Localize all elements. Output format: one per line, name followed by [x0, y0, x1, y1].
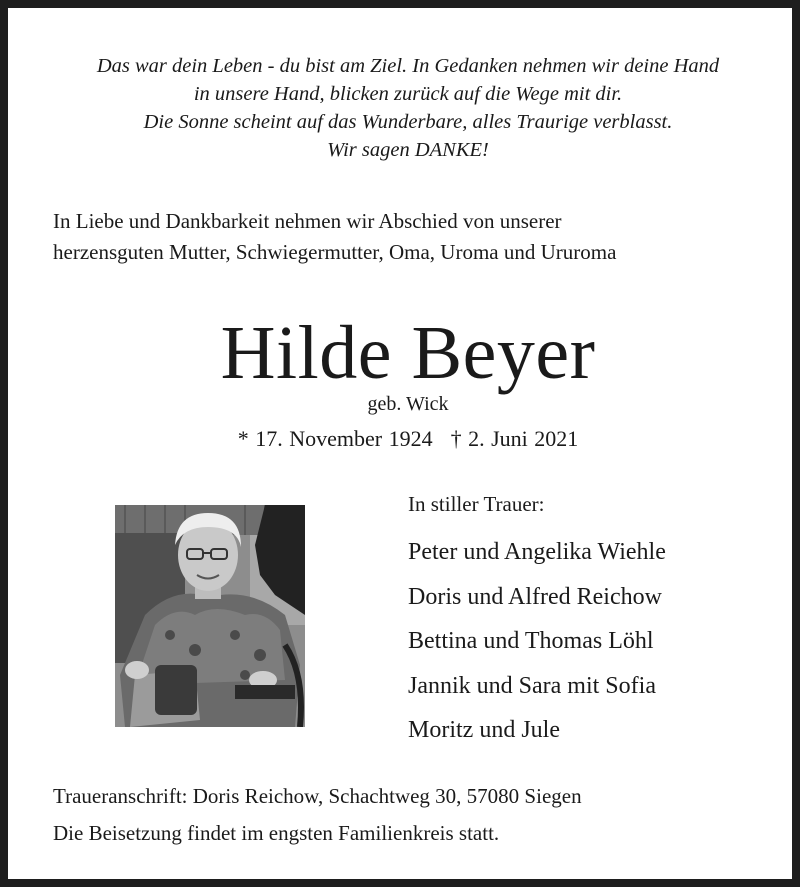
poem-line: Wir sagen DANKE!	[327, 139, 489, 161]
mourner-name: Doris und Alfred Reichow	[408, 583, 662, 610]
mourners-heading: In stiller Trauer:	[408, 492, 545, 516]
life-dates	[8, 424, 800, 454]
funeral-note: Die Beisetzung findet im engsten Familienkreis statt.	[53, 821, 500, 845]
poem-line: Die Sonne scheint auf das Wunderbare, alles Traurige verblasst.	[143, 111, 673, 133]
mourning-address: Traueranschrift: Doris Reichow, Schachtweg 30, 57080 Siegen	[53, 784, 582, 808]
mourner-name: Moritz und Jule	[408, 717, 560, 743]
mourner-name: Peter und Angelika Wiehle	[408, 539, 666, 565]
death-date: † 2. Juni 2021	[450, 426, 579, 451]
intro-line: herzensguten Mutter, Schwiegermutter, Oma, Uroma und Ururoma	[53, 240, 617, 264]
farewell-intro	[53, 206, 783, 268]
birth-date: * 17. November 1924	[237, 426, 433, 451]
mourner-name: Bettina und Thomas Löhl	[408, 628, 654, 654]
memorial-poem	[16, 52, 800, 164]
mourners-list	[408, 488, 788, 753]
poem-line: Das war dein Leben - du bist am Ziel. In Gedanken nehmen wir deine Hand	[96, 55, 720, 77]
portrait-photo	[115, 505, 305, 727]
intro-line: In Liebe und Dankbarkeit nehmen wir Abschied von unserer	[53, 209, 562, 233]
poem-line: in unsere Hand, blicken zurück auf die Wege mit dir.	[193, 83, 623, 105]
mourner-name: Jannik und Sara mit Sofia	[408, 672, 656, 699]
deceased-name: Hilde Beyer	[220, 311, 596, 395]
birth-name: geb. Wick	[367, 393, 449, 415]
notice-footer	[53, 778, 783, 852]
